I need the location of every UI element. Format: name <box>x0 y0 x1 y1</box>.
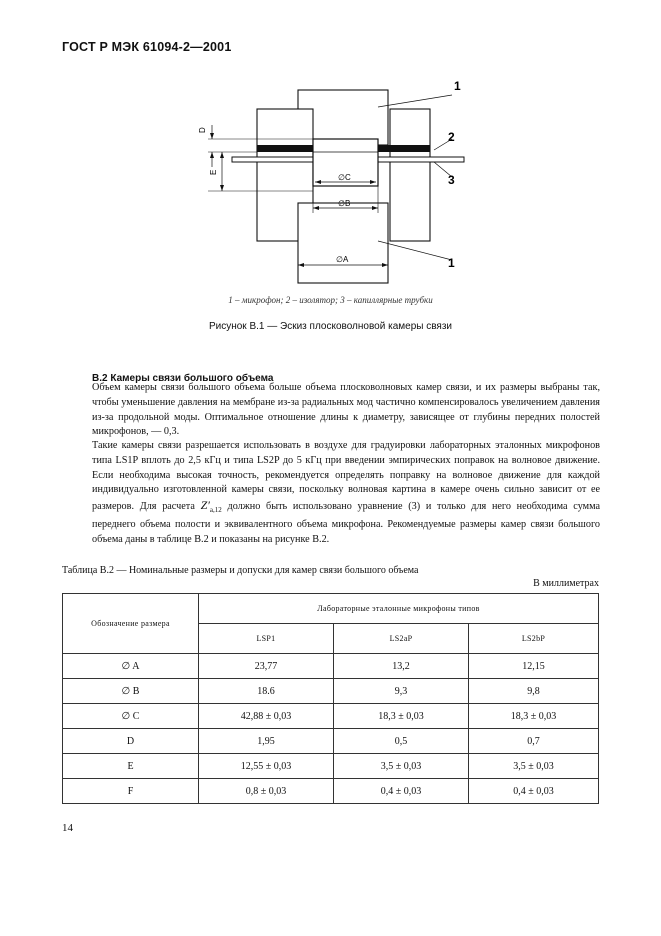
paragraph-1-text: Объем камеры связи большого объема больше объема плосковолновых камер связи, и их размеры выбраны так, чтобы уменьшение давления на мембране из-за радиальных мод частично компенсировалось увеличением давления из-за продольной моды. Оптимальное отношение длины к диаметру, зависящее от глубины передних полостей микрофонов, — 0,3. <box>92 382 600 438</box>
type-header: LSP1 <box>199 624 334 654</box>
table-cell: 18,3 ± 0,03 <box>334 704 469 729</box>
row-label: ∅ C <box>63 704 199 729</box>
dim-label-d: D <box>198 127 207 133</box>
row-label: E <box>63 754 199 779</box>
dim-label-a: ∅A <box>336 255 349 264</box>
table-row <box>63 779 599 804</box>
table-cell: 0,7 <box>469 729 599 754</box>
page-number: 14 <box>62 822 73 834</box>
group-header: Лабораторные эталонные микрофоны типов <box>199 594 599 624</box>
paragraph-2-text-a: Такие камеры связи разрешается использовать в воздухе для градуировки лабораторных эталонных микрофонов типа LS1P вплоть до 2,5 кГц и типа LS2P до 5 кГц при введении эмпирических поправок на волновое движение. Если необходима высокая точность, рекомендуется определять поправку на волновое движение для каждой индивидуально изготовленной камеры связи, поскольку волновая картина в камере очень сильно зависит от ее размеров. Для расчета <box>92 440 600 513</box>
table-units: В миллиметрах <box>533 578 599 589</box>
table-row <box>63 754 599 779</box>
row-label: D <box>63 729 199 754</box>
table-row <box>63 704 599 729</box>
table-row <box>63 654 599 679</box>
table-cell: 1,95 <box>199 729 334 754</box>
section-title: В.2 Камеры связи большого объема <box>92 373 274 384</box>
paragraph-2-text-b: должно быть использовано уравнение (3) и только для него необходима сумма переднего объема полости и эквивалентного объема микрофона. Рекомендуемые размеры камер связи большого объема даны в таблице В.2 и показаны на рисунке В.2. <box>92 501 600 545</box>
type-header: LS2bP <box>469 624 599 654</box>
row-label: ∅ B <box>63 679 199 704</box>
col-header-designation: Обозначение размера <box>63 594 199 654</box>
callout-1-top: 1 <box>454 79 461 93</box>
table-cell: 12,15 <box>469 654 599 679</box>
paragraph-2-body <box>62 439 600 548</box>
figure-caption: Рисунок В.1 — Эскиз плосковолновой камеры связи <box>208 321 453 332</box>
dim-label-e: E <box>209 169 218 175</box>
table-cell: 3,5 ± 0,03 <box>334 754 469 779</box>
table-caption: Таблица В.2 — Номинальные размеры и допуски для камер связи большого объема <box>62 565 419 576</box>
table-cell: 23,77 <box>199 654 334 679</box>
row-label: ∅ A <box>63 654 199 679</box>
table-cell: 0,8 ± 0,03 <box>199 779 334 804</box>
dim-label-b: ∅B <box>338 199 351 208</box>
paragraph-1 <box>62 381 600 440</box>
table-cell: 9,8 <box>469 679 599 704</box>
coupler-sketch-figure <box>190 79 480 285</box>
table-row <box>63 679 599 704</box>
dim-label-c: ∅C <box>338 173 351 182</box>
dimensions-table <box>62 593 599 804</box>
formula-subscript: a,12 <box>209 506 222 515</box>
figure-legend: 1 – микрофон; 2 – изолятор; 3 – капиллярные трубки <box>228 295 433 305</box>
callout-3: 3 <box>448 173 455 187</box>
table-cell: 0,4 ± 0,03 <box>469 779 599 804</box>
formula-symbol: Z′ <box>200 498 210 513</box>
table-cell: 3,5 ± 0,03 <box>469 754 599 779</box>
table-cell: 0,4 ± 0,03 <box>334 779 469 804</box>
table-row <box>63 729 599 754</box>
document-header: ГОСТ Р МЭК 61094-2—2001 <box>62 40 232 54</box>
table-cell: 13,2 <box>334 654 469 679</box>
paragraph-2 <box>62 439 600 548</box>
table-cell: 12,55 ± 0,03 <box>199 754 334 779</box>
table-cell: 9,3 <box>334 679 469 704</box>
table-cell: 0,5 <box>334 729 469 754</box>
callout-1-bottom: 1 <box>448 256 455 270</box>
table-cell: 18.6 <box>199 679 334 704</box>
type-header: LS2aP <box>334 624 469 654</box>
callout-2: 2 <box>448 130 455 144</box>
table-cell: 18,3 ± 0,03 <box>469 704 599 729</box>
row-label: F <box>63 779 199 804</box>
table-cell: 42,88 ± 0,03 <box>199 704 334 729</box>
